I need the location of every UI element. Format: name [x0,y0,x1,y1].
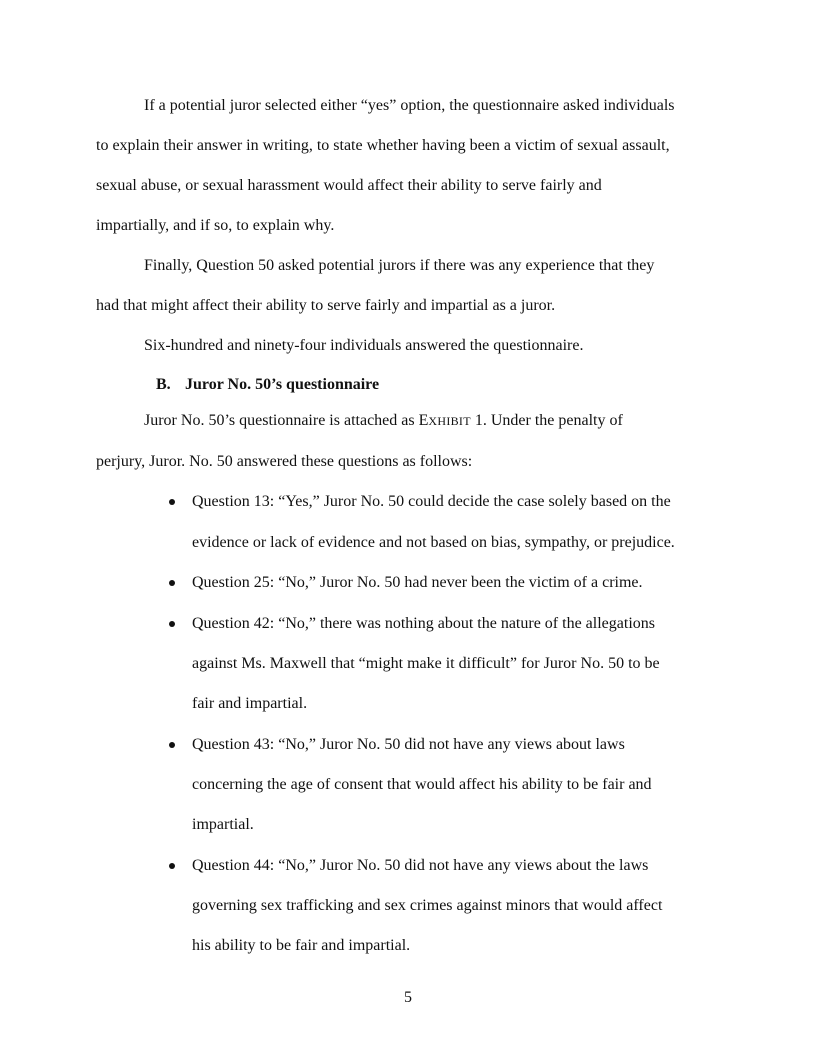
bullet-dot-icon [169,742,175,748]
paragraph-3-line-1: Six-hundred and ninety-four individuals answered the questionnaire. [144,337,584,354]
paragraph-1-line-3: sexual abuse, or sexual harassment would affect their ability to serve fairly and [96,177,602,194]
section-heading-letter: B. [156,376,171,393]
paragraph-2-line-2: had that might affect their ability to serve fairly and impartial as a juror. [96,297,556,314]
bullet-dot-icon [169,499,175,505]
exhibit-small-caps: XHIBIT [428,414,471,428]
bullet-3-line-3: fair and impartial. [192,695,308,712]
paragraph-1-line-1: If a potential juror selected either “yes” option, the questionnaire asked individuals [144,97,675,114]
bullet-3-line-2: against Ms. Maxwell that “might make it difficult” for Juror No. 50 to be [192,655,660,672]
bullet-5-line-1: Question 44: “No,” Juror No. 50 did not have any views about the laws [192,857,649,874]
bullet-5-line-2: governing sex trafficking and sex crimes against minors that would affect [192,897,663,914]
bullet-5-line-3: his ability to be fair and impartial. [192,937,411,954]
bullet-3-line-1: Question 42: “No,” there was nothing about the nature of the allegations [192,615,655,632]
paragraph-4-line-1 [144,411,623,431]
bullet-dot-icon [169,580,175,586]
bullet-dot-icon [169,621,175,627]
bullet-2-line-1: Question 25: “No,” Juror No. 50 had never been the victim of a crime. [192,574,643,591]
bullet-4-line-3: impartial. [192,816,254,833]
bullet-4-line-1: Question 43: “No,” Juror No. 50 did not have any views about laws [192,736,625,753]
paragraph-2-line-1: Finally, Question 50 asked potential jurors if there was any experience that they [144,257,655,274]
paragraph-4-text-after: 1. Under the penalty of [470,412,623,429]
bullet-1-line-1: Question 13: “Yes,” Juror No. 50 could decide the case solely based on the [192,493,671,510]
bullet-4-line-2: concerning the age of consent that would affect his ability to be fair and [192,776,652,793]
section-heading-title: Juror No. 50’s questionnaire [185,376,380,393]
paragraph-1-line-4: impartially, and if so, to explain why. [96,217,335,234]
bullet-dot-icon [169,863,175,869]
bullet-1-line-2: evidence or lack of evidence and not based on bias, sympathy, or prejudice. [192,534,675,551]
exhibit-first-letter: E [418,412,429,429]
paragraph-4-text-before: Juror No. 50’s questionnaire is attached as [144,412,419,429]
paragraph-1-line-2: to explain their answer in writing, to state whether having been a victim of sexual assault, [96,137,670,154]
paragraph-4-line-2: perjury, Juror. No. 50 answered these questions as follows: [96,453,473,470]
page-number: 5 [404,989,412,1006]
